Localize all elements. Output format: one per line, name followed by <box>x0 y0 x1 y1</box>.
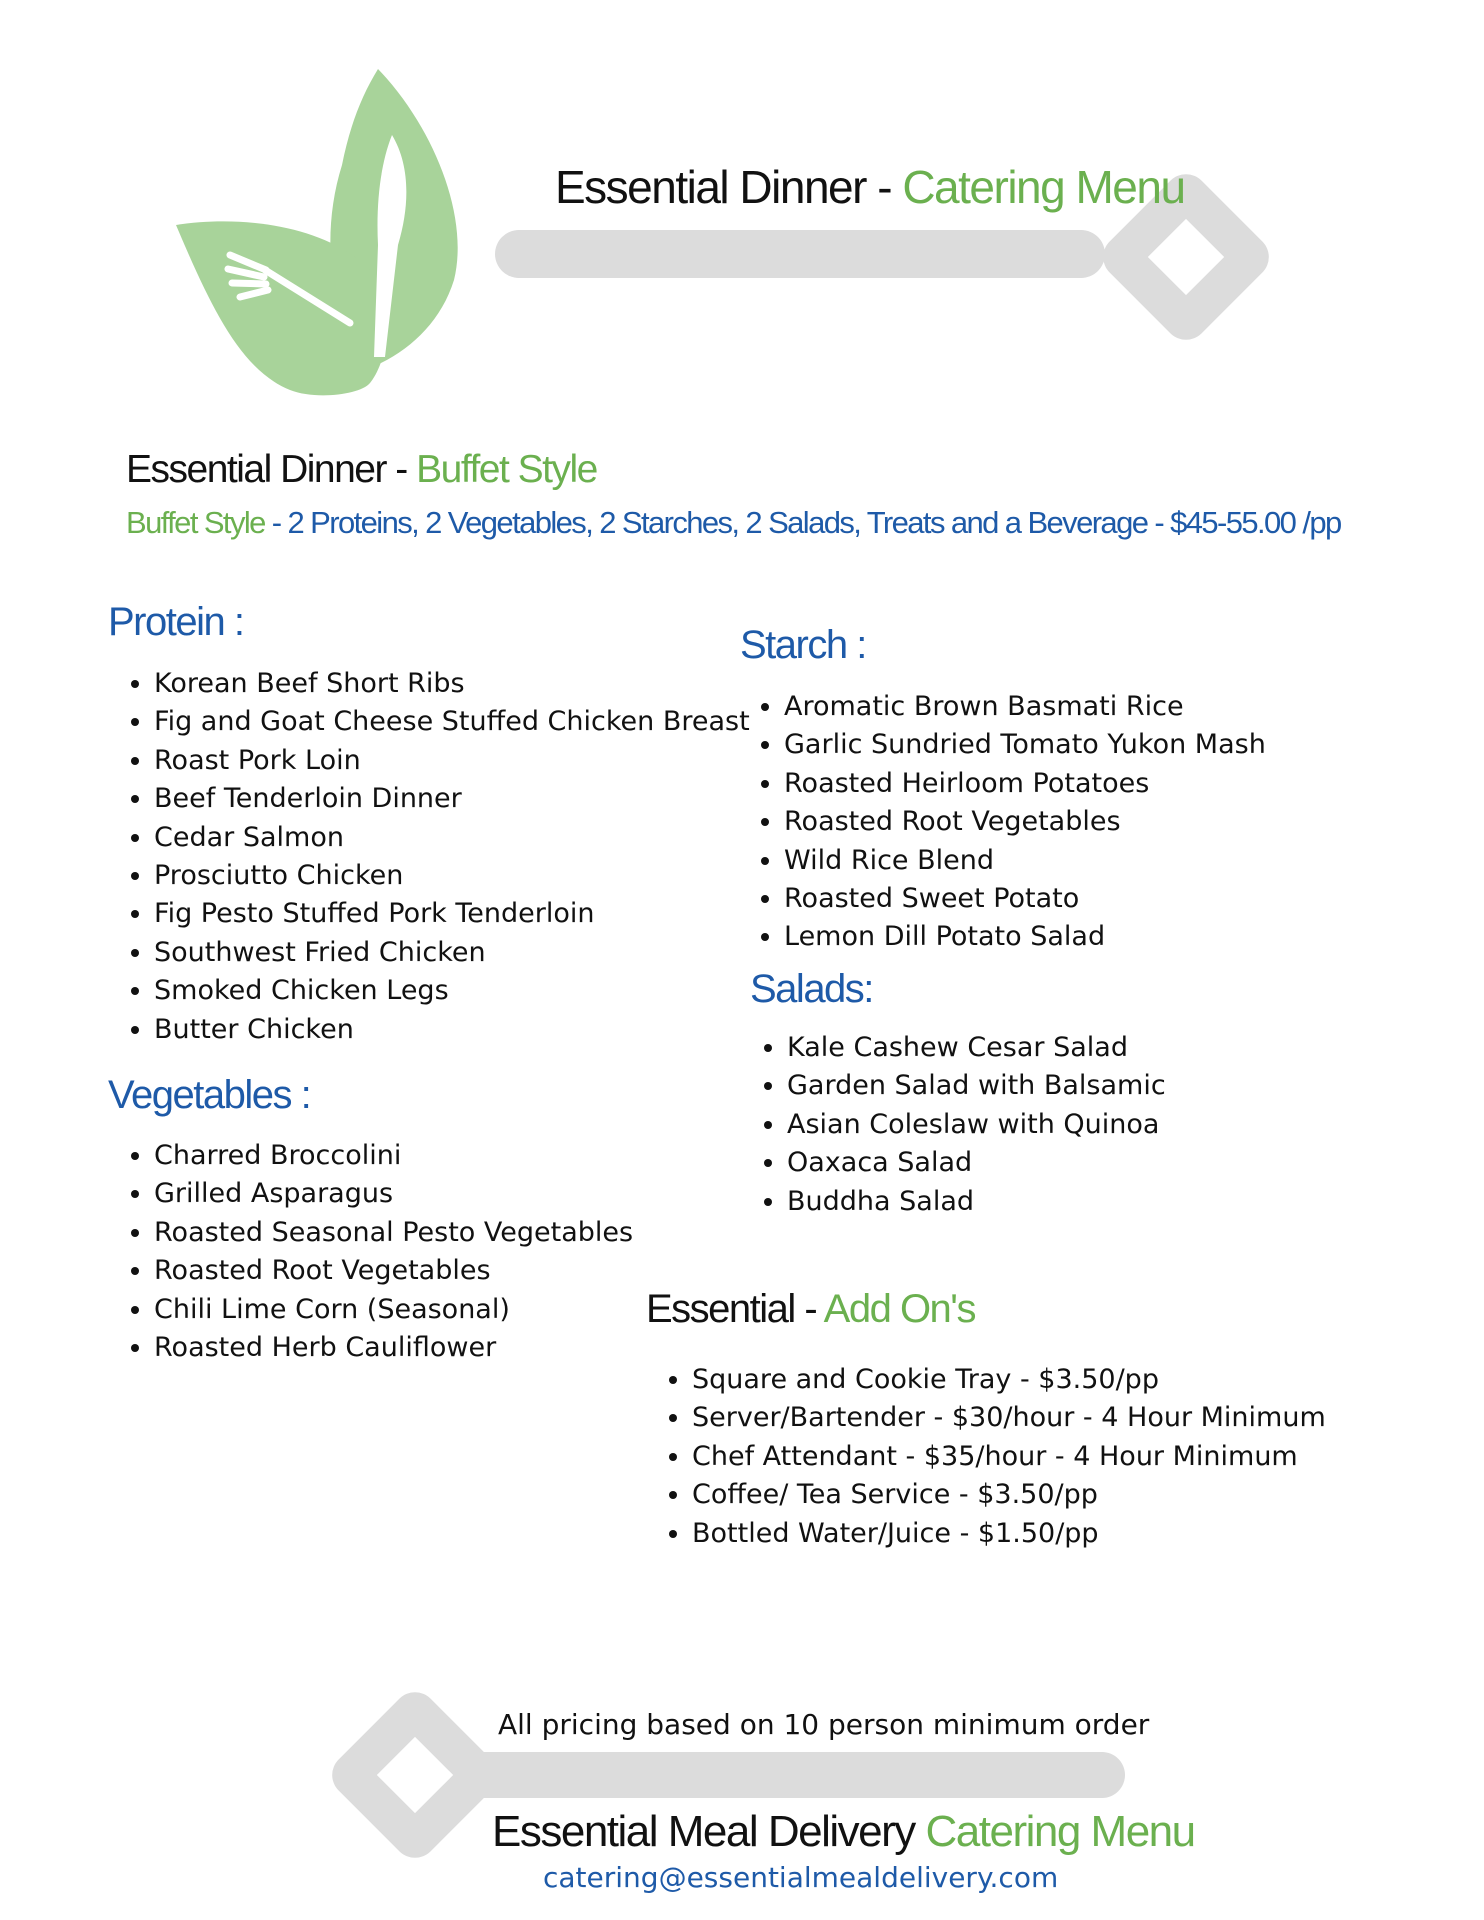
vegetables-list <box>108 1137 633 1367</box>
list-item: • Beef Tenderloin Dinner <box>154 780 750 818</box>
list-item: • Fig Pesto Stuffed Pork Tenderloin <box>154 895 750 933</box>
buffet-description <box>126 505 1341 541</box>
list-item: • Fig and Goat Cheese Stuffed Chicken Breast <box>154 703 750 741</box>
list-item: • Aromatic Brown Basmati Rice <box>784 688 1266 726</box>
list-item: • Buddha Salad <box>787 1183 1166 1221</box>
list-item: • Roast Pork Loin <box>154 742 750 780</box>
footer-brand <box>492 1807 1195 1857</box>
buffet-heading-accent: Buffet Style <box>416 448 597 491</box>
list-item: • Garden Salad with Balsamic <box>787 1067 1166 1105</box>
title-accent: Catering Menu <box>902 161 1185 213</box>
salads-list <box>741 1029 1166 1221</box>
list-item: • Server/Bartender - $30/hour - 4 Hour Minimum <box>692 1399 1326 1437</box>
list-item: • Oaxaca Salad <box>787 1144 1166 1182</box>
buffet-desc-details: - 2 Proteins, 2 Vegetables, 2 Starches, 2 Salads, Treats and a Beverage - $45-55.00 /pp <box>264 505 1341 540</box>
list-item: • Roasted Seasonal Pesto Vegetables <box>154 1214 633 1252</box>
list-item: • Roasted Root Vegetables <box>154 1252 633 1290</box>
list-item: • Square and Cookie Tray - $3.50/pp <box>692 1361 1326 1399</box>
addons-heading-accent: Add On's <box>823 1287 975 1331</box>
vegetables-heading: Vegetables : <box>108 1073 311 1117</box>
addons-heading-main: Essential - <box>646 1287 824 1331</box>
leaf-fork-knife-logo <box>170 65 470 404</box>
list-item: • Asian Coleslaw with Quinoa <box>787 1106 1166 1144</box>
list-item: • Garlic Sundried Tomato Yukon Mash <box>784 726 1266 764</box>
footer-brand-main: Essential Meal Delivery <box>492 1807 926 1856</box>
list-item: • Southwest Fried Chicken <box>154 934 750 972</box>
list-item: • Roasted Heirloom Potatoes <box>784 765 1266 803</box>
list-item: • Korean Beef Short Ribs <box>154 665 750 703</box>
list-item: • Cedar Salmon <box>154 819 750 857</box>
list-item: • Prosciutto Chicken <box>154 857 750 895</box>
starch-heading: Starch : <box>740 623 866 667</box>
list-item: • Wild Rice Blend <box>784 842 1266 880</box>
protein-list <box>108 665 750 1049</box>
list-item: • Roasted Herb Cauliflower <box>154 1329 633 1367</box>
list-item: • Roasted Sweet Potato <box>784 880 1266 918</box>
footer-email-link[interactable]: catering@essentialmealdelivery.com <box>543 1861 1059 1894</box>
buffet-desc-label: Buffet Style <box>126 505 265 540</box>
addons-heading <box>646 1287 975 1332</box>
protein-heading: Protein : <box>108 600 244 644</box>
footer-brand-accent: Catering Menu <box>925 1807 1195 1856</box>
buffet-heading <box>126 448 597 492</box>
list-item: • Butter Chicken <box>154 1011 750 1049</box>
list-item: • Lemon Dill Potato Salad <box>784 918 1266 956</box>
salads-heading: Salads: <box>750 967 873 1011</box>
starch-list <box>738 688 1266 957</box>
list-item: • Grilled Asparagus <box>154 1175 633 1213</box>
list-item: • Coffee/ Tea Service - $3.50/pp <box>692 1476 1326 1514</box>
pricing-note: All pricing based on 10 person minimum order <box>498 1708 1150 1741</box>
list-item: • Kale Cashew Cesar Salad <box>787 1029 1166 1067</box>
list-item: • Smoked Chicken Legs <box>154 972 750 1010</box>
list-item: • Chili Lime Corn (Seasonal) <box>154 1291 633 1329</box>
buffet-heading-main: Essential Dinner - <box>126 448 417 491</box>
list-item: • Charred Broccolini <box>154 1137 633 1175</box>
page-title <box>555 160 1185 214</box>
list-item: • Bottled Water/Juice - $1.50/pp <box>692 1515 1326 1553</box>
addons-list <box>646 1361 1326 1553</box>
title-main: Essential Dinner - <box>555 161 903 213</box>
list-item: • Roasted Root Vegetables <box>784 803 1266 841</box>
list-item: • Chef Attendant - $35/hour - 4 Hour Minimum <box>692 1438 1326 1476</box>
